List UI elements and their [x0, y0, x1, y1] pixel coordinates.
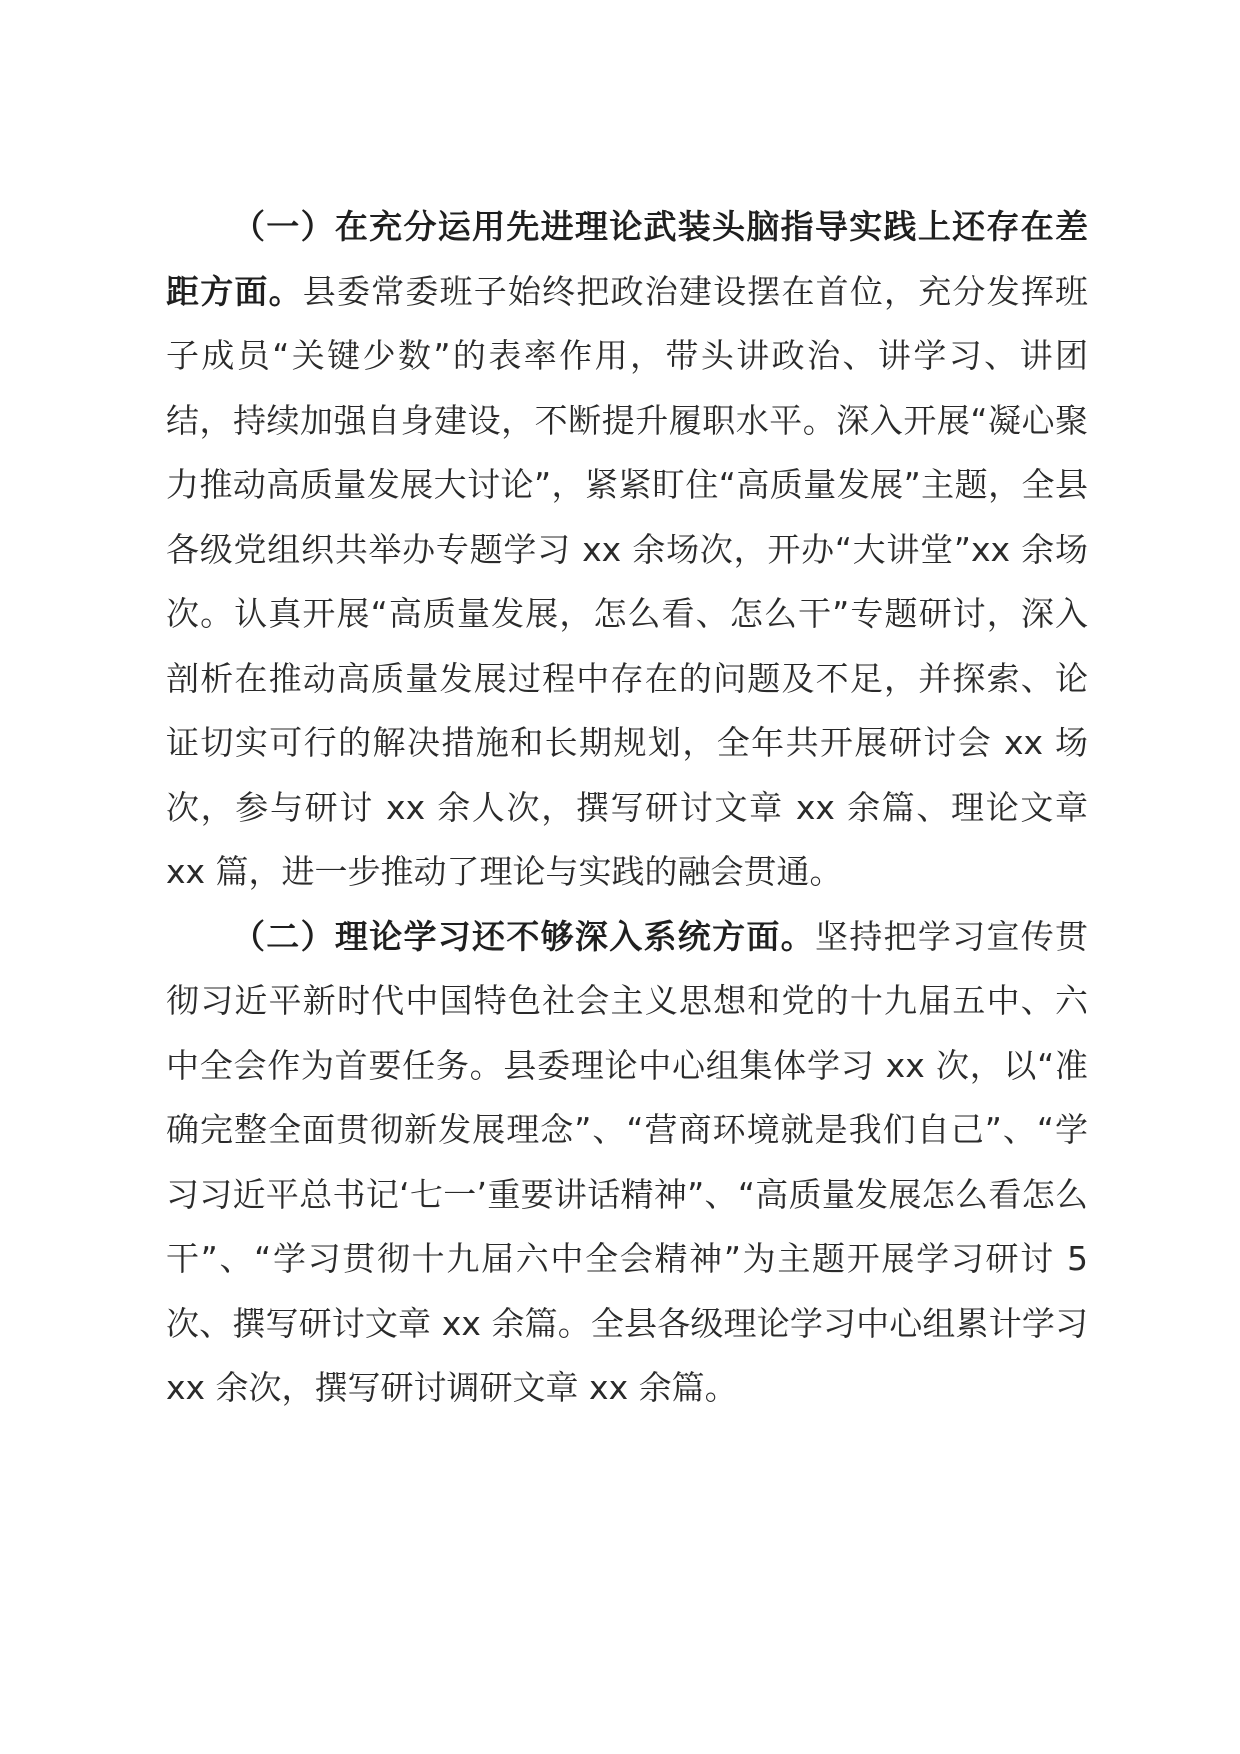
section-2-body: 坚持把学习宣传贯彻习近平新时代中国特色社会主义思想和党的十九届五中、六中全会作为首要任务。县委理论中心组集体学习 xx 次，以“准确完整全面贯彻新发展理念”、“营商环境就是我们自己”、“学习习近平总书记‘七一’重要讲话精神”、“高质量发展怎么看怎么干”、“学习贯彻十九届六中全会精神”为主题开展学习研讨 5 次、撰写研讨文章 xx 余篇。全县各级理论学习中心组累计学习 xx 余次，撰写研讨调研文章 xx 余篇。: [166, 916, 1089, 1407]
section-2-heading: （二）理论学习还不够深入系统方面。: [232, 916, 815, 956]
document-page: [166, 195, 1088, 1421]
section-1-paragraph: [166, 195, 1088, 905]
section-1-heading: （一）在充分运用先进理论武装头脑指导实践上还存在差距方面。: [166, 207, 1088, 311]
section-2-paragraph: [166, 905, 1088, 1421]
section-1-body: 县委常委班子始终把政治建设摆在首位，充分发挥班子成员“关键少数”的表率作用，带头讲政治、讲学习、讲团结，持续加强自身建设，不断提升履职水平。深入开展“凝心聚力推动高质量发展大讨论”，紧紧盯住“高质量发展”主题，全县各级党组织共举办专题学习 xx 余场次，开办“大讲堂”xx 余场次。认真开展“高质量发展，怎么看、怎么干”专题研讨，深入剖析在推动高质量发展过程中存在的问题及不足，并探索、论证切实可行的解决措施和长期规划，全年共开展研讨会 xx 场次，参与研讨 xx 余人次，撰写研讨文章 xx 余篇、理论文章 xx 篇，进一步推动了理论与实践的融会贯通。: [166, 271, 1089, 891]
